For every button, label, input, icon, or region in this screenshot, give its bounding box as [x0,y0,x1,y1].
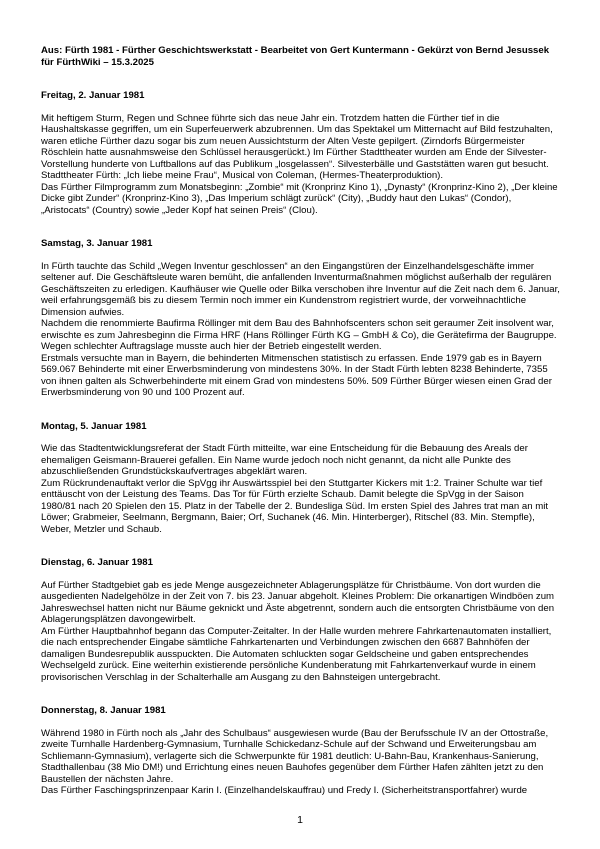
paragraph: Während 1980 in Fürth noch als „Jahr des Schulbaus“ ausgewiesen wurde (Bau der Berufsschule IV an der Ottostraße, zweite Turnhalle Hardenberg-Gymnasium, Turnhalle Schickedanz-Schule auf der Schwand und Erweiterungsbau am Schliemann-Gymnasium), verlagerte sich die Schwerpunkte für 1981 deutlich: U-Bahn-Bau, Krankenhaus-Sanierung, Stadthallenbau (38 Mio DM!) und Errichtung eines neuen Bauhofes gegenüber dem Fürther Hafen zählten jetzt zu den Baustellen der nächsten Jahre. [41,727,549,785]
section-heading: Samstag, 3. Januar 1981 [41,238,153,249]
section-donnerstag-8-januar [41,705,561,797]
section-heading: Dienstag, 6. Januar 1981 [41,557,153,568]
paragraph: Auf Fürther Stadtgebiet gab es jede Menge ausgezeichneter Ablagerungsplätze für Christbäume. Von dort wurden die ausgedienten Nadelgehölze in der Zeit von 7. bis 23. Januar abgeholt. Kleines Problem: Die orkanartigen Windböen zum Jahreswechsel hatten nicht nur Bäume geknickt und Äste abgetrennt, sondern auch die entsorgten Christbäume von den Ablagerungsplätzen davongewirbelt. [41,579,555,625]
section-heading: Freitag, 2. Januar 1981 [41,90,145,101]
section-dienstag-6-januar [41,557,561,683]
paragraph: Das Fürther Faschingsprinzenpaar Karin I. (Einzelhandelskauffrau) und Fredy I. (Sicherheitstransportfahrer) wurde [41,785,528,796]
section-heading: Montag, 5. Januar 1981 [41,420,147,432]
paragraph: In Fürth tauchte das Schild „Wegen Inventur geschlossen“ an den Eingangstüren der Einzelhandelsgeschäfte immer seltener auf. Die Geschäftsleute waren bemüht, die anfallenden Inventurmaßnahmen möglichst außerhalb der regulären Geschäftszeiten zu erledigen. Kaufhäuser wie Quelle oder Bilka verschoben ihre Inventur auf die Zeit nach dem 6. Januar, weil erfahrungsgemäß bis zu diesem Termin noch immer ein Kundenstrom registriert wurde, der vorweihnachtliche Dimension aufwies. [41,260,560,318]
paragraph: Mit heftigem Sturm, Regen und Schnee führte sich das neue Jahr ein. Trotzdem hatten die Fürther tief in die Haushaltskasse gegriffen, um ein Superfeuerwerk abzubrennen. Um das Spektakel um Mitternacht auf Bild festzuhalten, waren etliche Fürther dazu sogar bis zum neuen Aussichtsturm der Alten Veste gepilgert. (Zirndorfs Bürgermeister Röschlein hatte ausnahmsweise den Schlüssel herausgerückt.) Im Fürther Stadttheater wurden am Ende der Silvester-Vorstellung hunderte von Luftballons auf das Publikum „losgelassen“. Silvesterbälle und Gaststätten waren gut besucht. [41,112,553,170]
paragraph: Wie das Stadtentwicklungsreferat der Stadt Fürth mitteilte, war eine Entscheidung für die Bebauung des Areals der ehemaligen Geismann-Brauerei gefallen. Ein Name wurde jedoch noch nicht genannt, da nicht alle Punkte des abzuschließenden Grundstückskaufvertrages abgeklärt waren. [41,443,528,477]
paragraph: Nachdem die renommierte Baufirma Röllinger mit dem Bau des Bahnhofscenters schon seit geraumer Zeit insolvent war, erwischte es zum Jahresbeginn die Firma HRF (Hans Röllinger Fürth KG – GmbH & Co), die Gerätefirma der Baugruppe. Wegen schlechter Auftragslage musste auch hier der Betrieb eingestellt werden. [41,318,557,352]
paragraph: Am Fürther Hauptbahnhof begann das Computer-Zeitalter. In der Halle wurden mehrere Fahrkartenautomaten installiert, die nach entsprechender Eingabe sämtliche Fahrkartenarten und Verbindungen zwischen den 6687 Bahnhöfen der damaligen Bundesrepublik ausspuckten. Die Automaten schluckten sogar Geldscheine und gaben entsprechendes Wechselgeld zurück. Eine weiterhin existierende persönliche Kundenberatung mit Fahrkartenverkauf wurde in einem provisorischen Verschlag in der Schalterhalle am Ausgang zu den Bahnsteigen untergebracht. [41,625,552,683]
section-freitag-2-januar [41,90,561,216]
paragraph: Zum Rückrundenauftakt verlor die SpVgg ihr Auswärtsspiel bei den Stuttgarter Kickers mit 1:2. Trainer Schulte war tief enttäuscht von der Leistung des Teams. Das Tor für Fürth erzielte Schaub. Damit belegte die SpVgg in der Saison 1980/81 nach 20 Spielen den 15. Platz in der Tabelle der 2. Bundesliga Süd. Im ersten Spiel des Jahres trat man an mit Löwer; Grabmeier, Seelmann, Bergmann, Baier; Orf, Suchanek (46. Min. Hinterberger), Ritschel (83. Min. Stempfle), Weber, Metzler und Schaub. [41,477,549,535]
section-samstag-3-januar [41,238,561,399]
paragraph: Stadttheater Fürth: „Ich liebe meine Frau“, Musical von Coleman, (Hermes-Theaterproduktion). [41,170,444,181]
paragraph: Das Fürther Filmprogramm zum Monatsbeginn: „Zombie“ mit (Kronprinz Kino 1), „Dynasty“ (Kronprinz-Kino 2), „Der kleine Dicke gibt Zunder“ (Kronprinz-Kino 3), „Das Imperium schlägt zurück“ (City), „Buddy haut den Lukas“ (Condor), „Aristocats“ (Country) sowie „Jeder Kopf hat seinen Preis“ (Clou). [41,181,558,216]
document-header: Aus: Fürth 1981 - Fürther Geschichtswerkstatt - Bearbeitet von Gert Kuntermann - Gekürzt von Bernd Jesussek für FürthWiki – 15.3.2025 [41,45,550,68]
page-number: 1 [297,814,303,826]
section-montag-5-januar [41,421,561,536]
section-heading: Donnerstag, 8. Januar 1981 [41,705,166,716]
paragraph: Erstmals versuchte man in Bayern, die behinderten Mitmenschen statistisch zu erfassen. Ende 1979 gab es in Bayern 569.067 Behinderte mit einer Erwerbsminderung von mindestens 30%. In der Stadt Fürth lebten 8238 Behinderte, 7355 von ihnen galten als Schwerbehinderte mit einem Grad von mindestens 50%. 509 Fürther Bürger wiesen einen Grad der Erwerbsminderung von 90 und 100 Prozent auf. [41,352,552,398]
